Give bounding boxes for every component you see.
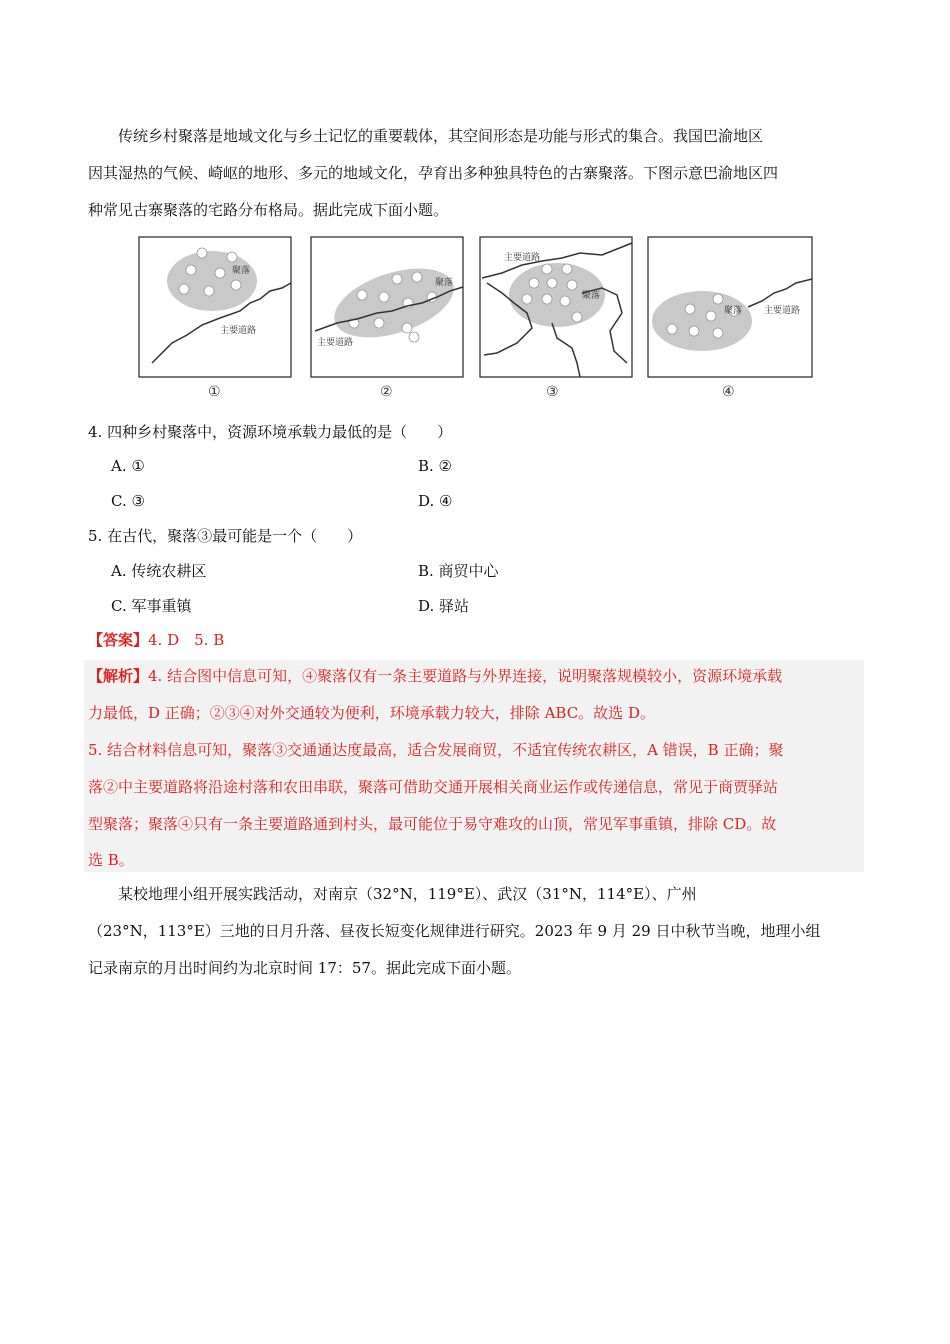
question-4-option-c: C. ③: [111, 492, 145, 510]
panel-2: [311, 237, 463, 400]
settlement-label: 聚落: [435, 278, 454, 288]
intro-paragraph-2: [88, 876, 860, 987]
question-5-stem: 5. 在古代，聚落③最可能是一个（ ）: [88, 527, 363, 545]
analysis-line-2: 力最低，D 正确；②③④对外交通较为便利，环境承载力较大，排除 ABC。故选 D。: [88, 704, 655, 722]
settlement-label: 聚落: [582, 291, 601, 301]
settlement-label: 聚落: [724, 306, 743, 316]
road-label: 主要道路: [764, 306, 801, 316]
analysis-line-4: 落②中主要道路将沿途村落和农田串联，聚落可借助交通开展相关商业运作或传递信息，常见于商贾驿站: [88, 778, 779, 796]
intro-line: 传统乡村聚落是地域文化与乡土记忆的重要载体，其空间形态是功能与形式的集合。我国巴渝地区: [118, 127, 764, 145]
question-4-option-b: B. ②: [418, 457, 453, 475]
panel-3: [480, 237, 632, 400]
settlement-figure: [132, 233, 816, 403]
road-label: 主要道路: [220, 326, 257, 336]
question-5-option-b: B. 商贸中心: [418, 562, 499, 580]
road-label: 主要道路: [317, 338, 354, 348]
panel-number: ③: [546, 384, 559, 400]
settlement-label: 聚落: [232, 266, 251, 276]
question-4-option-a: A. ①: [111, 457, 145, 475]
intro-line: 因其湿热的气候、崎岖的地形、多元的地域文化，孕育出多种独具特色的古寨聚落。下图示意巴渝地区四: [88, 164, 779, 182]
panel-number: ④: [722, 384, 735, 400]
intro-paragraph-1: [88, 118, 860, 229]
panel-4: [648, 237, 812, 400]
panel-1: [139, 237, 291, 400]
question-5-option-c: C. 军事重镇: [111, 597, 192, 615]
panel-number: ②: [380, 384, 393, 400]
answer-line: [88, 630, 224, 650]
question-5-option-a: A. 传统农耕区: [111, 562, 207, 580]
question-5-option-d: D. 驿站: [418, 597, 470, 615]
intro-line: （23°N，113°E）三地的日月升落、昼夜长短变化规律进行研究。2023 年 9 月 29 日中秋节当晚，地理小组: [88, 922, 821, 940]
question-4-stem: 4. 四种乡村聚落中，资源环境承载力最低的是（ ）: [88, 423, 453, 441]
intro-line: 记录南京的月出时间约为北京时间 17：57。据此完成下面小题。: [88, 959, 521, 977]
analysis-line-1: [88, 666, 860, 686]
analysis-block: [84, 660, 864, 872]
settlement-maps: [132, 233, 816, 403]
question-4-option-d: D. ④: [418, 492, 453, 510]
road-label: 主要道路: [504, 253, 541, 263]
answer-text: 4. D 5. B: [148, 631, 225, 649]
intro-line: 种常见古寨聚落的宅路分布格局。据此完成下面小题。: [88, 201, 449, 219]
answer-tag: 【答案】: [88, 631, 149, 649]
analysis-line-5: 型聚落；聚落④只有一条主要道路通到村头，最可能位于易守难攻的山顶，常见军事重镇，排除 CD。故: [88, 815, 777, 833]
intro-line: 某校地理小组开展实践活动，对南京（32°N，119°E）、武汉（31°N，114°E）、广州: [118, 885, 697, 903]
panel-number: ①: [208, 384, 221, 400]
analysis-text: 4. 结合图中信息可知，④聚落仅有一条主要道路与外界连接，说明聚落规模较小，资源环境承载: [148, 667, 783, 685]
analysis-line-6: 选 B。: [88, 851, 134, 869]
analysis-tag: 【解析】: [88, 667, 149, 685]
analysis-line-3: 5. 结合材料信息可知，聚落③交通通达度最高，适合发展商贸，不适宜传统农耕区，A 错误，B 正确；聚: [88, 741, 784, 759]
